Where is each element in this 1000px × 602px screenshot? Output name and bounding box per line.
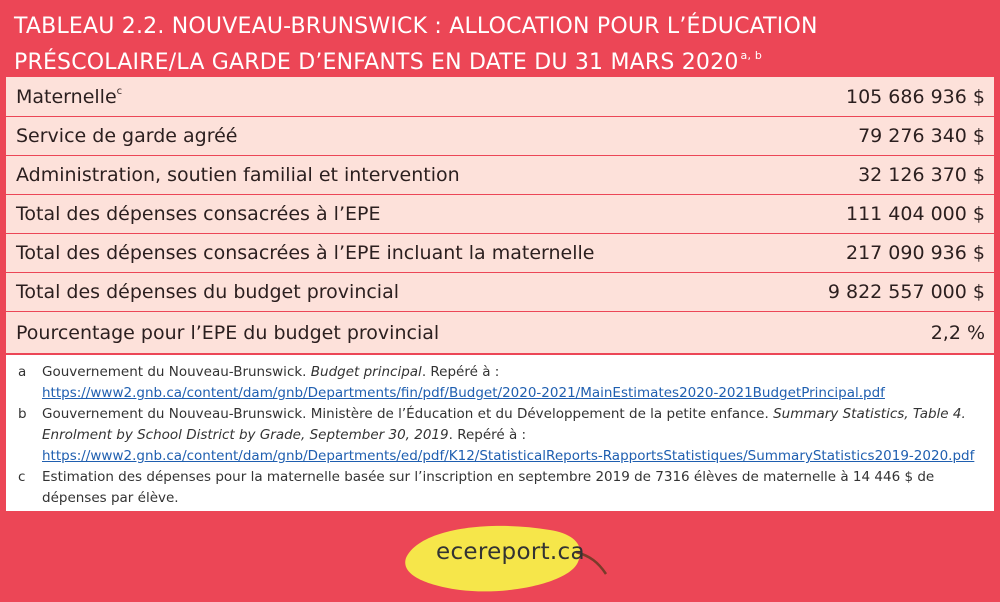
row-label: Total des dépenses consacrées à l’EPE incluant la maternelle: [16, 242, 595, 264]
table-row: [6, 116, 994, 155]
footnote-mark: a: [18, 364, 27, 380]
table-row: [6, 77, 994, 116]
footnote-b: b Gouvernement du Nouveau-Brunswick. Ministère de l’Éducation et du Développement de la petite enfance. Summary Statistics, Table 4. Enrolment by School District by Grade, September 30, 2019. Repéré à : https://www2.gnb.ca/content/dam/gnb/Departments/ed/pdf/K12/StatisticalReports-RapportsStatistiques/SummaryStatistics2019-2020.pdf: [18, 404, 984, 467]
row-value: 105 686 936 $: [845, 85, 985, 108]
row-label: Administration, soutien familial et intervention: [16, 164, 460, 186]
footnote-a: a Gouvernement du Nouveau-Brunswick. Budget principal. Repéré à : https://www2.gnb.ca/content/dam/gnb/Departments/fin/pdf/Budget/2020-2021/MainEstimates2020-2021BudgetPrincipal.pdf: [18, 362, 984, 404]
table-row: [6, 155, 994, 194]
table-row: [6, 194, 994, 233]
footnote-c: c Estimation des dépenses pour la maternelle basée sur l’inscription en septembre 2019 de 7316 élèves de maternelle à 14 446 $ de dépenses par élève.: [18, 467, 984, 509]
footnote-mark: c: [18, 469, 26, 485]
row-label: Total des dépenses du budget provincial: [16, 281, 400, 303]
table-title-footnote-marks: a, b: [740, 49, 763, 62]
table-row: [6, 311, 994, 353]
table-row: [6, 233, 994, 272]
table-row: [6, 272, 994, 311]
footnote-mark: b: [18, 406, 27, 422]
footnotes: [6, 355, 994, 511]
footnote-b-link[interactable]: https://www2.gnb.ca/content/dam/gnb/Departments/ed/pdf/K12/StatisticalReports-RapportsStatistiques/SummaryStatistics2019-2020.pdf: [42, 448, 975, 464]
row-label: Pourcentage pour l’EPE du budget provincial: [16, 321, 440, 344]
row-value: 9 822 557 000 $: [827, 281, 985, 303]
row-value: 217 090 936 $: [845, 242, 985, 264]
allocation-table: [6, 77, 994, 353]
row-label: Total des dépenses consacrées à l’EPE: [16, 203, 381, 225]
row-value: 32 126 370 $: [858, 164, 985, 186]
footnote-a-link[interactable]: https://www2.gnb.ca/content/dam/gnb/Departments/fin/pdf/Budget/2020-2021/MainEstimates2020-2021BudgetPrincipal.pdf: [42, 385, 885, 401]
row-value: 79 276 340 $: [858, 125, 985, 147]
logo-text: ecereport.ca: [436, 539, 585, 565]
row-label: Service de garde agréé: [16, 125, 238, 147]
table-title: [14, 12, 984, 77]
row-value: 2,2 %: [930, 321, 985, 344]
table-title-text: TABLEAU 2.2. NOUVEAU-BRUNSWICK : ALLOCATION POUR L’ÉDUCATION PRÉSCOLAIRE/LA GARDE D’ENFANTS EN DATE DU 31 MARS 2020: [14, 14, 818, 75]
row-value: 111 404 000 $: [845, 203, 985, 225]
row-label: Maternelle$^c$: [16, 85, 123, 108]
ecereport-logo: [400, 518, 620, 598]
